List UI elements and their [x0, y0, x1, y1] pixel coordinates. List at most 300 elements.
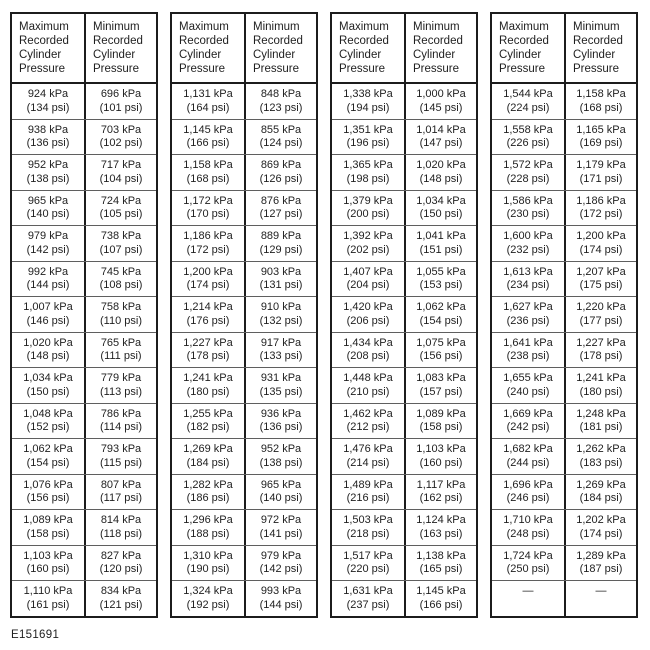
psi-value: (148 psi)	[26, 350, 70, 362]
table-row	[332, 403, 476, 439]
psi-value: (154 psi)	[419, 314, 463, 327]
max-pressure-cell	[492, 368, 564, 403]
kpa-value: 1,220 kPa	[576, 301, 626, 313]
kpa-value: 758 kPa	[100, 301, 142, 313]
psi-value: (142 psi)	[259, 563, 303, 575]
max-pressure-cell	[172, 84, 244, 119]
table-row	[332, 332, 476, 368]
table-row	[12, 261, 156, 297]
min-pressure-header: Minimum Recorded Cylinder Pressure	[404, 14, 476, 82]
max-pressure-cell	[12, 368, 84, 403]
kpa-value: 1,145 kPa	[183, 123, 233, 136]
table-row	[12, 438, 156, 474]
min-pressure-cell	[84, 226, 156, 261]
min-pressure-cell	[564, 333, 636, 368]
kpa-value: 1,476 kPa	[343, 443, 393, 455]
table-row	[332, 296, 476, 332]
psi-value: (111 psi)	[100, 350, 142, 362]
min-pressure-cell	[84, 475, 156, 510]
kpa-value: 1,269 kPa	[183, 443, 233, 455]
min-pressure-cell	[564, 546, 636, 581]
kpa-value: 1,089 kPa	[23, 514, 73, 526]
max-pressure-cell	[332, 404, 404, 439]
min-pressure-cell	[404, 155, 476, 190]
kpa-value: 1,186 kPa	[183, 230, 233, 242]
kpa-value: 965 kPa	[27, 194, 69, 207]
kpa-value: 1,407 kPa	[343, 265, 393, 278]
kpa-value: 1,420 kPa	[343, 301, 393, 313]
psi-value: (148 psi)	[419, 172, 463, 185]
kpa-value: 979 kPa	[260, 549, 302, 562]
min-pressure-cell	[564, 475, 636, 510]
min-pressure-cell	[84, 510, 156, 545]
min-pressure-cell	[564, 84, 636, 119]
kpa-value: 1,124 kPa	[416, 514, 466, 526]
table-row	[172, 119, 316, 155]
kpa-value: 1,000 kPa	[416, 88, 466, 100]
kpa-value: 1,682 kPa	[503, 443, 553, 455]
kpa-value: 1,572 kPa	[503, 159, 553, 171]
min-pressure-cell	[244, 226, 316, 261]
psi-value: (123 psi)	[259, 101, 303, 114]
min-pressure-cell	[244, 439, 316, 474]
min-pressure-cell	[404, 191, 476, 226]
min-pressure-cell	[404, 581, 476, 616]
table-row	[172, 296, 316, 332]
table-row	[492, 580, 636, 616]
psi-value: (136 psi)	[26, 137, 70, 149]
kpa-value: —	[522, 585, 534, 597]
kpa-value: 1,186 kPa	[576, 194, 626, 207]
max-pressure-cell	[12, 475, 84, 510]
min-pressure-cell	[84, 546, 156, 581]
psi-value: (246 psi)	[506, 492, 550, 504]
psi-value: (171 psi)	[579, 172, 623, 185]
min-pressure-cell	[404, 120, 476, 155]
max-pressure-cell	[12, 191, 84, 226]
cylinder-pressure-tables	[10, 12, 650, 618]
min-pressure-cell	[84, 439, 156, 474]
psi-value: (184 psi)	[186, 456, 230, 469]
min-pressure-header: Minimum Recorded Cylinder Pressure	[564, 14, 636, 82]
kpa-value: 1,544 kPa	[503, 88, 553, 100]
max-pressure-cell	[172, 226, 244, 261]
min-pressure-cell	[244, 368, 316, 403]
table-row	[172, 545, 316, 581]
psi-value: (108 psi)	[99, 279, 143, 291]
kpa-value: 1,600 kPa	[503, 230, 553, 242]
kpa-value: 1,200 kPa	[576, 230, 626, 242]
psi-value: (198 psi)	[346, 172, 390, 185]
psi-value: (234 psi)	[506, 279, 550, 291]
kpa-value: 1,489 kPa	[343, 478, 393, 491]
min-pressure-cell	[84, 333, 156, 368]
kpa-value: 1,241 kPa	[576, 372, 626, 384]
psi-value: (154 psi)	[26, 456, 70, 469]
min-pressure-cell	[244, 191, 316, 226]
psi-value: (244 psi)	[506, 456, 550, 469]
psi-value: (160 psi)	[419, 456, 463, 469]
psi-value: (162 psi)	[419, 492, 463, 504]
min-pressure-cell	[404, 333, 476, 368]
kpa-value: 1,172 kPa	[183, 194, 233, 207]
kpa-value: 1,048 kPa	[23, 407, 73, 420]
kpa-value: 1,227 kPa	[183, 336, 233, 349]
table-row	[332, 545, 476, 581]
kpa-value: 1,338 kPa	[343, 88, 393, 100]
max-pressure-cell	[492, 404, 564, 439]
psi-value: (218 psi)	[346, 527, 390, 540]
table-row	[172, 509, 316, 545]
kpa-value: 745 kPa	[100, 265, 142, 278]
min-pressure-cell	[84, 581, 156, 616]
table-row	[332, 474, 476, 510]
min-pressure-cell	[404, 510, 476, 545]
table-row	[492, 509, 636, 545]
table-row	[172, 190, 316, 226]
min-pressure-cell	[244, 120, 316, 155]
table-row	[172, 261, 316, 297]
table-row	[12, 119, 156, 155]
kpa-value: 1,103 kPa	[23, 549, 73, 562]
min-pressure-cell	[564, 191, 636, 226]
kpa-value: 1,214 kPa	[183, 301, 233, 313]
table-row	[332, 438, 476, 474]
kpa-value: 952 kPa	[27, 159, 69, 171]
kpa-value: 1,324 kPa	[183, 585, 233, 597]
min-pressure-cell	[244, 546, 316, 581]
psi-value: (118 psi)	[100, 527, 142, 540]
kpa-value: 1,103 kPa	[416, 443, 466, 455]
psi-value: (164 psi)	[186, 101, 230, 114]
psi-value: (226 psi)	[506, 137, 550, 149]
psi-value: (127 psi)	[259, 208, 303, 220]
min-pressure-cell	[84, 120, 156, 155]
psi-value: (129 psi)	[259, 243, 303, 256]
min-pressure-cell	[404, 368, 476, 403]
table-header-row	[332, 14, 476, 84]
psi-value: (178 psi)	[579, 350, 623, 362]
min-pressure-cell	[244, 510, 316, 545]
psi-value: (168 psi)	[579, 101, 623, 114]
min-pressure-cell	[244, 155, 316, 190]
kpa-value: 786 kPa	[100, 407, 142, 420]
psi-value: (174 psi)	[186, 279, 230, 291]
psi-value: (172 psi)	[579, 208, 623, 220]
kpa-value: 1,062 kPa	[416, 301, 466, 313]
max-pressure-cell	[12, 510, 84, 545]
max-pressure-cell	[12, 226, 84, 261]
min-pressure-cell	[84, 262, 156, 297]
max-pressure-cell	[172, 191, 244, 226]
kpa-value: 938 kPa	[27, 123, 69, 136]
kpa-value: 936 kPa	[260, 407, 302, 420]
kpa-value: 717 kPa	[100, 159, 142, 171]
table-header-row	[172, 14, 316, 84]
max-pressure-cell	[172, 297, 244, 332]
max-pressure-cell	[172, 475, 244, 510]
min-pressure-cell	[84, 368, 156, 403]
kpa-value: 1,392 kPa	[343, 230, 393, 242]
max-pressure-cell	[332, 581, 404, 616]
psi-value: (117 psi)	[100, 492, 142, 504]
table-row	[332, 190, 476, 226]
min-pressure-cell	[244, 333, 316, 368]
max-pressure-cell	[492, 191, 564, 226]
psi-value: (135 psi)	[259, 385, 303, 398]
psi-value: (101 psi)	[99, 101, 143, 114]
kpa-value: 807 kPa	[100, 478, 142, 491]
table-row	[492, 154, 636, 190]
table-row	[172, 474, 316, 510]
psi-value: (190 psi)	[186, 563, 230, 575]
kpa-value: 889 kPa	[260, 230, 302, 242]
min-pressure-cell	[404, 262, 476, 297]
table-row	[12, 296, 156, 332]
psi-value: (131 psi)	[259, 279, 303, 291]
max-pressure-cell	[332, 191, 404, 226]
psi-value: (192 psi)	[186, 598, 230, 611]
max-pressure-cell	[332, 120, 404, 155]
max-pressure-cell	[492, 333, 564, 368]
kpa-value: 1,558 kPa	[503, 123, 553, 136]
kpa-value: 1,076 kPa	[23, 478, 73, 491]
psi-value: (177 psi)	[579, 314, 623, 327]
max-pressure-cell	[332, 546, 404, 581]
kpa-value: 992 kPa	[27, 265, 69, 278]
table-row	[12, 403, 156, 439]
max-pressure-cell	[12, 155, 84, 190]
psi-value: (248 psi)	[506, 527, 550, 540]
kpa-value: 1,089 kPa	[416, 407, 466, 420]
psi-value: (140 psi)	[259, 492, 303, 504]
kpa-value: 1,448 kPa	[343, 372, 393, 384]
min-pressure-cell	[404, 546, 476, 581]
psi-value: (126 psi)	[259, 172, 303, 185]
table-row	[12, 84, 156, 119]
kpa-value: 993 kPa	[260, 585, 302, 597]
table-row	[332, 119, 476, 155]
psi-value: (147 psi)	[419, 137, 463, 149]
psi-value: (160 psi)	[26, 563, 70, 575]
psi-value: (224 psi)	[506, 101, 550, 114]
table-row	[172, 84, 316, 119]
kpa-value: 848 kPa	[260, 88, 302, 100]
kpa-value: 696 kPa	[100, 88, 142, 100]
max-pressure-cell	[332, 84, 404, 119]
min-pressure-cell	[564, 439, 636, 474]
table-row	[12, 367, 156, 403]
table-header-row	[492, 14, 636, 84]
min-pressure-cell	[564, 510, 636, 545]
psi-value: (230 psi)	[506, 208, 550, 220]
psi-value: (183 psi)	[579, 456, 623, 469]
min-pressure-cell	[244, 297, 316, 332]
max-pressure-cell	[172, 368, 244, 403]
psi-value: (140 psi)	[26, 208, 70, 220]
psi-value: (150 psi)	[26, 385, 70, 398]
kpa-value: 1,627 kPa	[503, 301, 553, 313]
table-row	[332, 367, 476, 403]
max-pressure-cell	[492, 546, 564, 581]
kpa-value: 1,262 kPa	[576, 443, 626, 455]
psi-value: (133 psi)	[259, 350, 303, 362]
table-row	[332, 580, 476, 616]
min-pressure-cell	[564, 581, 636, 616]
max-pressure-cell	[12, 297, 84, 332]
kpa-value: 1,117 kPa	[416, 478, 466, 491]
kpa-value: 1,296 kPa	[183, 514, 233, 526]
psi-value: (180 psi)	[579, 385, 623, 398]
max-pressure-cell	[492, 84, 564, 119]
max-pressure-cell	[492, 475, 564, 510]
pressure-table	[170, 12, 318, 618]
table-row	[12, 545, 156, 581]
max-pressure-cell	[172, 439, 244, 474]
min-pressure-cell	[404, 404, 476, 439]
table-row	[332, 154, 476, 190]
psi-value: (144 psi)	[26, 279, 70, 291]
psi-value: (121 psi)	[99, 598, 143, 611]
table-row	[12, 225, 156, 261]
kpa-value: 1,158 kPa	[183, 159, 233, 171]
kpa-value: 917 kPa	[260, 336, 302, 349]
kpa-value: 979 kPa	[27, 230, 69, 242]
kpa-value: 1,020 kPa	[23, 336, 73, 349]
psi-value: (158 psi)	[26, 527, 70, 540]
max-pressure-cell	[332, 368, 404, 403]
kpa-value: —	[595, 585, 607, 597]
max-pressure-cell	[12, 84, 84, 119]
kpa-value: 903 kPa	[260, 265, 302, 278]
psi-value: (176 psi)	[186, 314, 230, 327]
table-row	[172, 403, 316, 439]
min-pressure-cell	[84, 155, 156, 190]
min-pressure-cell	[404, 475, 476, 510]
psi-value: (194 psi)	[346, 101, 390, 114]
max-pressure-cell	[172, 120, 244, 155]
kpa-value: 1,241 kPa	[183, 372, 233, 384]
min-pressure-cell	[404, 84, 476, 119]
psi-value: (169 psi)	[579, 137, 623, 149]
max-pressure-cell	[172, 262, 244, 297]
kpa-value: 834 kPa	[100, 585, 142, 597]
min-pressure-header: Minimum Recorded Cylinder Pressure	[244, 14, 316, 82]
table-row	[332, 225, 476, 261]
min-pressure-cell	[564, 297, 636, 332]
psi-value: (214 psi)	[346, 456, 390, 469]
max-pressure-cell	[492, 120, 564, 155]
psi-value: (208 psi)	[346, 350, 390, 362]
kpa-value: 827 kPa	[100, 549, 142, 562]
kpa-value: 1,503 kPa	[343, 514, 393, 526]
pressure-table	[330, 12, 478, 618]
max-pressure-cell	[492, 262, 564, 297]
psi-value: (115 psi)	[100, 456, 142, 469]
psi-value: (220 psi)	[346, 563, 390, 575]
kpa-value: 1,282 kPa	[183, 478, 233, 491]
psi-value: (107 psi)	[99, 243, 143, 256]
min-pressure-cell	[564, 368, 636, 403]
psi-value: (178 psi)	[186, 350, 230, 362]
max-pressure-cell	[332, 155, 404, 190]
kpa-value: 1,255 kPa	[183, 407, 233, 420]
min-pressure-cell	[244, 262, 316, 297]
max-pressure-cell	[12, 333, 84, 368]
kpa-value: 724 kPa	[100, 194, 142, 207]
psi-value: (134 psi)	[26, 101, 70, 114]
psi-value: (157 psi)	[419, 385, 463, 398]
kpa-value: 1,517 kPa	[343, 549, 393, 562]
max-pressure-cell	[12, 439, 84, 474]
psi-value: (180 psi)	[186, 385, 230, 398]
min-pressure-cell	[244, 404, 316, 439]
psi-value: (144 psi)	[259, 598, 303, 611]
kpa-value: 1,227 kPa	[576, 336, 626, 349]
max-pressure-cell	[332, 439, 404, 474]
kpa-value: 1,641 kPa	[503, 336, 553, 349]
kpa-value: 1,586 kPa	[503, 194, 553, 207]
table-row	[332, 509, 476, 545]
kpa-value: 1,055 kPa	[416, 265, 466, 278]
kpa-value: 1,075 kPa	[416, 336, 466, 349]
kpa-value: 1,613 kPa	[503, 265, 553, 278]
kpa-value: 1,110 kPa	[23, 585, 73, 597]
psi-value: (141 psi)	[259, 527, 303, 540]
kpa-value: 1,158 kPa	[576, 88, 626, 100]
table-row	[12, 154, 156, 190]
max-pressure-cell	[332, 333, 404, 368]
kpa-value: 793 kPa	[100, 443, 142, 455]
min-pressure-cell	[244, 581, 316, 616]
table-row	[492, 261, 636, 297]
min-pressure-cell	[404, 439, 476, 474]
max-pressure-cell	[492, 581, 564, 616]
kpa-value: 1,310 kPa	[183, 549, 233, 562]
psi-value: (172 psi)	[186, 243, 230, 256]
table-row	[12, 190, 156, 226]
kpa-value: 1,138 kPa	[416, 549, 466, 562]
min-pressure-cell	[564, 120, 636, 155]
psi-value: (166 psi)	[419, 598, 463, 611]
kpa-value: 1,014 kPa	[416, 123, 466, 136]
min-pressure-cell	[84, 404, 156, 439]
table-row	[492, 474, 636, 510]
min-pressure-cell	[404, 226, 476, 261]
psi-value: (186 psi)	[186, 492, 230, 504]
min-pressure-header: Minimum Recorded Cylinder Pressure	[84, 14, 156, 82]
kpa-value: 972 kPa	[260, 514, 302, 526]
psi-value: (232 psi)	[506, 243, 550, 256]
psi-value: (151 psi)	[419, 243, 463, 256]
kpa-value: 1,007 kPa	[23, 301, 73, 313]
psi-value: (184 psi)	[579, 492, 623, 504]
max-pressure-header: Maximum Recorded Cylinder Pressure	[19, 21, 69, 75]
kpa-value: 1,462 kPa	[343, 407, 393, 420]
max-pressure-cell	[492, 226, 564, 261]
min-pressure-cell	[84, 297, 156, 332]
psi-value: (174 psi)	[579, 243, 623, 256]
psi-value: (175 psi)	[579, 279, 623, 291]
psi-value: (113 psi)	[100, 385, 142, 398]
table-row	[12, 509, 156, 545]
max-pressure-header: Maximum Recorded Cylinder Pressure	[339, 21, 389, 75]
max-pressure-cell	[492, 439, 564, 474]
table-row	[492, 403, 636, 439]
table-row	[172, 367, 316, 403]
psi-value: (166 psi)	[186, 137, 230, 149]
min-pressure-cell	[244, 475, 316, 510]
